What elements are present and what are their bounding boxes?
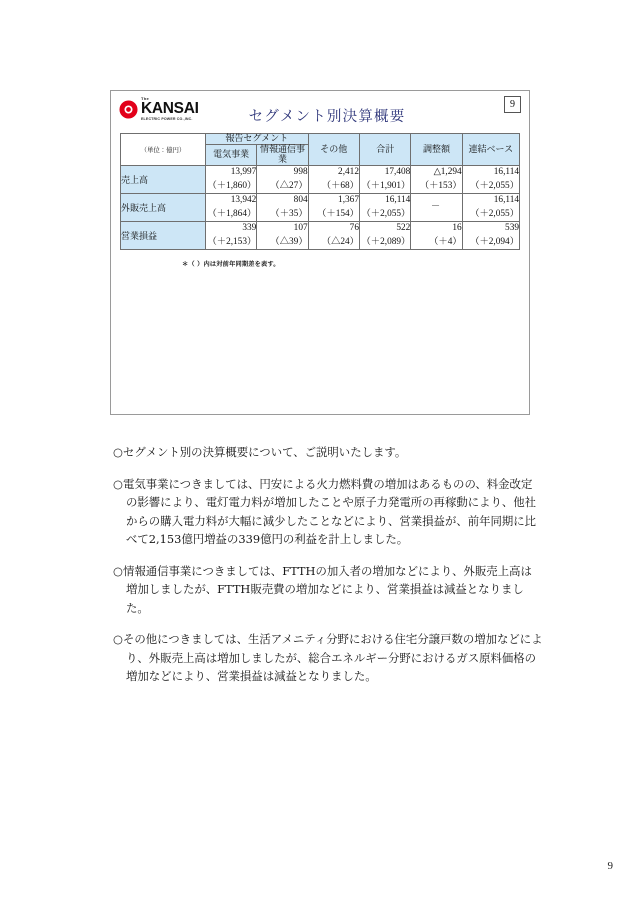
cell-net-sales-total: [359, 166, 410, 194]
cell-external-sales-infocom: [257, 194, 308, 222]
cell-value: －: [430, 201, 441, 212]
cell-net-sales-infocom: [257, 166, 308, 194]
cell-net-sales-adjustment: [411, 166, 462, 194]
table-row: [121, 166, 520, 194]
table-row: [121, 222, 520, 250]
cell-delta: （＋153）: [419, 180, 462, 191]
table-footnote: ＊（ ）内は対前年同期差を表す。: [182, 261, 280, 269]
cell-value: 339: [242, 223, 257, 234]
cell-value: 16,114: [385, 195, 411, 206]
logo-the-label: The: [141, 96, 150, 101]
slide-number-badge: 9: [504, 96, 521, 113]
table-col-total: 合計: [359, 134, 410, 166]
paragraph-information-communication-business: [113, 562, 543, 617]
cell-delta: （＋2,055）: [470, 208, 519, 219]
cell-operating-income-other: [308, 222, 359, 250]
paragraph-text: 電気事業につきましては、円安による火力燃料費の増加はあるものの、料金改定の影響により、電灯電力料が増加したことや原子力発電所の再稼動により、他社からの購入電力料が大幅に減少したことなどにより、営業損益が、前年同期に比べて2,153億円増益の339億円の利益を計上しました。: [122, 476, 537, 547]
paragraph-segment-overview: [113, 443, 543, 461]
slide-title: セグメント別決算概要: [248, 109, 406, 125]
cell-delta: （＋35）: [270, 208, 308, 219]
row-label-operating-income: 営業損益: [121, 222, 206, 250]
explanatory-text: [113, 432, 543, 699]
paragraph-text: その他につきましては、生活アメニティ分野における住宅分譲戸数の増加などにより、外販売上高は増加しましたが、総合エネルギー分野におけるガス原料価格の増加などにより、営業損益は減益となりました。: [122, 632, 543, 684]
cell-external-sales-other: [308, 194, 359, 222]
paragraph-electric-power-business: [113, 475, 543, 549]
paragraph-text: 情報通信事業につきましては、FTTHの加入者の増加などにより、外販売上高は増加しましたが、FTTH販売費の増加などにより、営業損益は減益となりました。: [122, 563, 532, 615]
cell-delta: （△39）: [270, 236, 308, 247]
slide-header: [111, 91, 529, 133]
cell-value: 17,408: [384, 167, 411, 178]
cell-value: 16,114: [493, 195, 519, 206]
cell-value: 522: [396, 223, 411, 234]
table-col-information-communication: 情報通信事業: [257, 145, 308, 166]
table-col-consolidated: 連結ベース: [462, 134, 519, 166]
cell-delta: （△27）: [270, 180, 308, 191]
table-unit-label: （単位：億円）: [121, 134, 206, 166]
table-row: [121, 194, 520, 222]
cell-value: 16,114: [493, 167, 519, 178]
table-header-row-group: [121, 134, 520, 145]
segment-results-table: [120, 133, 520, 250]
cell-value: 1,367: [338, 195, 359, 206]
bullet-marker: ○: [113, 476, 123, 491]
cell-value: 107: [293, 223, 308, 234]
cell-delta: （＋1,860）: [207, 180, 257, 191]
cell-value: △1,294: [433, 167, 462, 178]
cell-value: 13,997: [230, 167, 257, 178]
cell-delta: （＋2,089）: [361, 236, 411, 247]
cell-value: 13,942: [230, 195, 257, 206]
cell-delta: （＋4）: [429, 236, 462, 247]
table-col-other: その他: [308, 134, 359, 166]
cell-operating-income-electric: [205, 222, 256, 250]
cell-external-sales-consolidated: [462, 194, 519, 222]
logo-name-label: KANSAI: [141, 100, 199, 117]
cell-delta: （＋68）: [321, 180, 359, 191]
cell-delta: （＋2,153）: [207, 236, 257, 247]
cell-operating-income-infocom: [257, 222, 308, 250]
page-number: 9: [607, 860, 613, 872]
paragraph-other-business: [113, 630, 543, 685]
cell-net-sales-electric: [205, 166, 256, 194]
table-group-header-reporting-segment: 報告セグメント: [205, 134, 308, 145]
cell-value: 76: [349, 223, 359, 234]
row-label-net-sales: 売上高: [121, 166, 206, 194]
cell-operating-income-total: [359, 222, 410, 250]
bullet-marker: ○: [113, 632, 123, 647]
cell-value: 539: [505, 223, 519, 234]
cell-delta: （＋1,901）: [361, 180, 411, 191]
cell-delta: （＋2,094）: [470, 236, 519, 247]
cell-delta: （＋2,055）: [470, 180, 519, 191]
cell-delta: （＋2,055）: [361, 208, 411, 219]
bullet-marker: ○: [113, 445, 123, 460]
cell-value: 998: [293, 167, 308, 178]
cell-net-sales-other: [308, 166, 359, 194]
cell-operating-income-adjustment: [411, 222, 462, 250]
row-label-external-sales: 外販売上高: [121, 194, 206, 222]
table-col-electric-power: 電気事業: [205, 145, 256, 166]
cell-delta: （△24）: [321, 236, 359, 247]
cell-value: 2,412: [338, 167, 359, 178]
cell-delta: （＋154）: [317, 208, 359, 219]
cell-external-sales-electric: [205, 194, 256, 222]
slide-frame: [110, 90, 530, 415]
paragraph-text: セグメント別の決算概要について、ご説明いたします。: [122, 445, 407, 460]
cell-value: 16: [452, 223, 462, 234]
cell-delta: （＋1,864）: [207, 208, 257, 219]
cell-value: 804: [293, 195, 308, 206]
cell-net-sales-consolidated: [462, 166, 519, 194]
table-col-adjustment: 調整額: [411, 134, 462, 166]
bullet-marker: ○: [113, 563, 123, 578]
segment-table-container: [120, 133, 520, 268]
cell-external-sales-total: [359, 194, 410, 222]
logo-subtitle-label: ELECTRIC POWER CO.,INC.: [141, 116, 193, 121]
cell-operating-income-consolidated: [462, 222, 519, 250]
cell-external-sales-adjustment: [411, 194, 462, 222]
